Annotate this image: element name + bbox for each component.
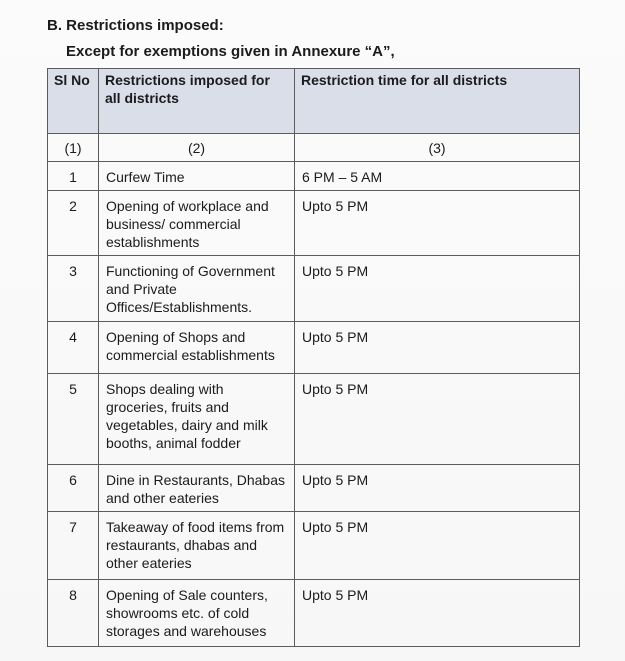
header-restriction-time: Restriction time for all districts	[295, 69, 580, 134]
row-restriction: Opening of Sale counters, showrooms etc. of cold storages and warehouses	[99, 580, 295, 647]
row-sl-no: 1	[48, 162, 99, 191]
table-row	[48, 512, 580, 580]
row-time: Upto 5 PM	[295, 191, 580, 256]
row-restriction: Opening of workplace and business/ commercial establishments	[99, 191, 295, 256]
table-row	[48, 322, 580, 374]
row-time: Upto 5 PM	[295, 512, 580, 580]
row-restriction: Dine in Restaurants, Dhabas and other eateries	[99, 465, 295, 512]
table-row	[48, 465, 580, 512]
row-time: Upto 5 PM	[295, 322, 580, 374]
table-row	[48, 374, 580, 465]
section-heading: B. Restrictions imposed:	[47, 17, 224, 34]
column-number: (3)	[295, 134, 580, 162]
row-time: Upto 5 PM	[295, 374, 580, 465]
table-row	[48, 580, 580, 647]
header-restrictions: Restrictions imposed for all districts	[99, 69, 295, 134]
row-restriction: Shops dealing with groceries, fruits and vegetables, dairy and milk booths, animal fodder	[99, 374, 295, 465]
table-row	[48, 191, 580, 256]
table-header-row	[48, 69, 580, 134]
row-sl-no: 7	[48, 512, 99, 580]
row-time: Upto 5 PM	[295, 580, 580, 647]
row-sl-no: 3	[48, 256, 99, 322]
row-sl-no: 8	[48, 580, 99, 647]
row-sl-no: 6	[48, 465, 99, 512]
row-sl-no: 5	[48, 374, 99, 465]
table-row	[48, 162, 580, 191]
row-restriction: Functioning of Government and Private Offices/Establishments.	[99, 256, 295, 322]
column-number: (2)	[99, 134, 295, 162]
row-sl-no: 4	[48, 322, 99, 374]
row-restriction: Curfew Time	[99, 162, 295, 191]
row-time: Upto 5 PM	[295, 465, 580, 512]
column-number: (1)	[48, 134, 99, 162]
column-number-row	[48, 134, 580, 162]
section-subheading: Except for exemptions given in Annexure “A”,	[66, 43, 395, 60]
restrictions-table	[47, 68, 580, 647]
row-sl-no: 2	[48, 191, 99, 256]
table-row	[48, 256, 580, 322]
row-restriction: Opening of Shops and commercial establishments	[99, 322, 295, 374]
header-sl-no: Sl No	[48, 69, 99, 134]
row-time: Upto 5 PM	[295, 256, 580, 322]
row-time: 6 PM – 5 AM	[295, 162, 580, 191]
row-restriction: Takeaway of food items from restaurants, dhabas and other eateries	[99, 512, 295, 580]
